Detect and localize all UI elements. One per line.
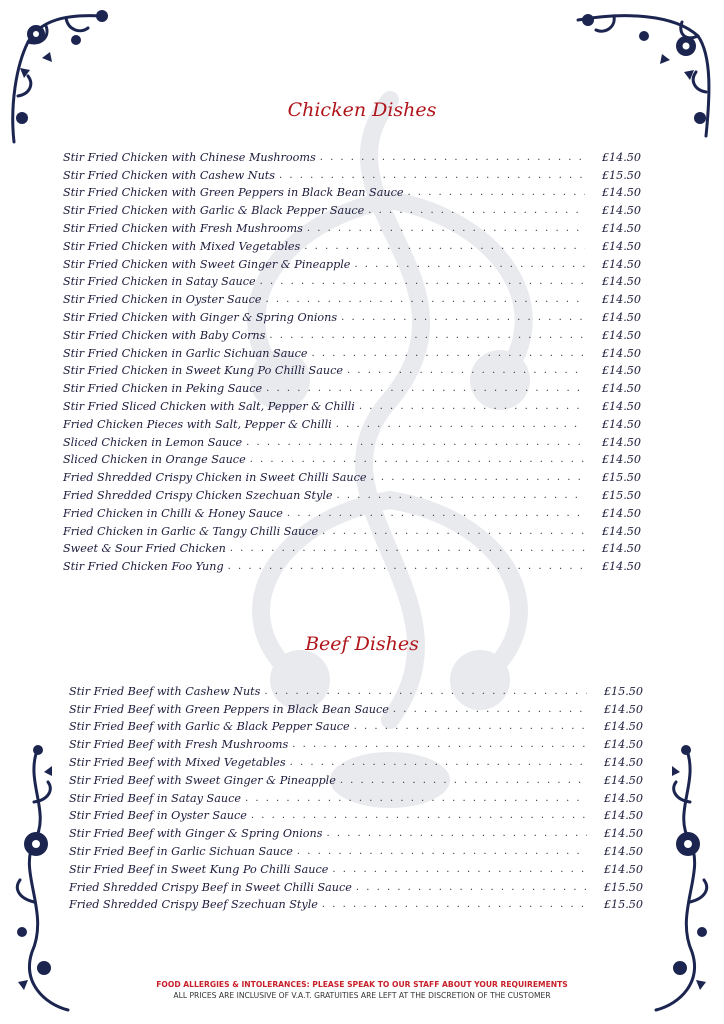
menu-item [63,431,641,449]
dot-leader [347,365,585,377]
menu-item [69,787,643,805]
menu-item-name: Stir Fried Chicken with Mixed Vegetables [63,239,301,253]
dot-leader [266,383,585,395]
menu-item-name: Fried Shredded Crispy Chicken in Sweet Chilli Sauce [63,471,367,485]
menu-item [69,822,643,840]
dot-leader [260,276,585,288]
dot-leader [297,846,587,858]
menu-item-name: Stir Fried Beef in Garlic Sichuan Sauce [69,844,293,858]
menu-item-price: £14.50 [601,435,641,449]
menu-item-name: Stir Fried Chicken with Ginger & Spring Onions [63,310,338,324]
menu-item-price: £14.50 [603,791,643,805]
dot-leader [287,508,585,520]
menu-item [63,271,641,289]
menu-item [69,805,643,823]
dot-leader [322,899,587,911]
dot-leader [354,259,585,271]
menu-item-name: Stir Fried Chicken with Sweet Ginger & Pineapple [63,257,351,271]
menu-item [63,484,641,502]
menu-item-name: Sliced Chicken in Lemon Sauce [63,435,243,449]
dot-leader [322,526,585,538]
menu-item-name: Stir Fried Beef with Garlic & Black Pepper Sauce [69,720,350,734]
dot-leader [250,454,585,466]
menu-item [63,520,641,538]
dot-leader [368,205,585,217]
menu-item-name: Stir Fried Chicken in Satay Sauce [63,275,256,289]
menu-item [69,894,643,912]
menu-item [63,324,641,342]
dot-leader [228,561,585,573]
menu-item-name: Stir Fried Beef in Sweet Kung Po Chilli Sauce [69,862,329,876]
menu-item [63,306,641,324]
menu-item-price: £14.50 [601,186,641,200]
price-notice: ALL PRICES ARE INCLUSIVE OF V.A.T. GRATUITIES ARE LEFT AT THE DISCRETION OF THE CUSTOMER [173,991,551,1000]
menu-item [63,449,641,467]
chicken-menu-list [63,146,641,573]
dot-leader [336,419,585,431]
menu-item-price: £14.50 [601,275,641,289]
menu-item-price: £14.50 [601,382,641,396]
menu-item-name: Stir Fried Chicken with Baby Corns [63,328,266,342]
menu-item [63,555,641,573]
dot-leader [265,294,585,306]
dot-leader [407,187,585,199]
menu-item-name: Stir Fried Chicken with Garlic & Black Pepper Sauce [63,204,365,218]
menu-item [63,377,641,395]
menu-item-price: £14.50 [601,310,641,324]
menu-item [69,876,643,894]
menu-item-price: £14.50 [601,542,641,556]
menu-item-price: £14.50 [603,844,643,858]
menu-item [69,769,643,787]
menu-item-name: Stir Fried Chicken with Chinese Mushrooms [63,150,316,164]
dot-leader [279,170,585,182]
dot-leader [356,882,587,894]
dot-leader [292,739,587,751]
menu-item-name: Sliced Chicken in Orange Sauce [63,453,246,467]
menu-item-name: Fried Shredded Crispy Beef in Sweet Chilli Sauce [69,880,352,894]
menu-item-price: £14.50 [603,755,643,769]
menu-item-name: Stir Fried Chicken in Oyster Sauce [63,293,262,307]
menu-item [63,538,641,556]
menu-item-name: Stir Fried Chicken in Garlic Sichuan Sauce [63,346,308,360]
dot-leader [245,793,587,805]
menu-item-price: £14.50 [601,257,641,271]
menu-item-name: Stir Fried Beef with Ginger & Spring Onions [69,827,323,841]
menu-item-price: £14.50 [601,328,641,342]
beef-section-title: Beef Dishes [305,633,419,655]
menu-item-price: £15.50 [603,684,643,698]
menu-item [69,858,643,876]
menu-item-price: £14.50 [603,773,643,787]
menu-item-price: £14.50 [601,150,641,164]
menu-item [63,217,641,235]
menu-item [63,466,641,484]
menu-item [63,502,641,520]
menu-item [69,680,643,698]
menu-item-name: Stir Fried Beef with Fresh Mushrooms [69,738,289,752]
dot-leader [341,312,585,324]
dot-leader [264,686,587,698]
dot-leader [304,241,585,253]
menu-item-name: Fried Chicken in Chilli & Honey Sauce [63,506,283,520]
menu-item-name: Stir Fried Chicken with Cashew Nuts [63,168,276,182]
menu-item [63,395,641,413]
menu-item [63,164,641,182]
menu-item [63,146,641,164]
menu-item-price: £15.50 [601,488,641,502]
menu-item [69,716,643,734]
menu-item [63,288,641,306]
menu-item [69,733,643,751]
menu-item-price: £14.50 [601,560,641,574]
menu-item-price: £15.50 [601,168,641,182]
menu-item-name: Stir Fried Beef with Cashew Nuts [69,684,261,698]
menu-item-name: Stir Fried Beef with Mixed Vegetables [69,755,286,769]
dot-leader [332,864,587,876]
menu-item-price: £14.50 [603,827,643,841]
menu-item-name: Fried Chicken in Garlic & Tangy Chilli Sauce [63,524,319,538]
menu-item-name: Stir Fried Beef with Sweet Ginger & Pineapple [69,773,336,787]
dot-leader [269,330,585,342]
menu-item-price: £14.50 [601,453,641,467]
dot-leader [371,472,586,484]
bottom-left-floral-ornament [4,742,74,1014]
menu-item-price: £14.50 [601,364,641,378]
menu-item [63,182,641,200]
menu-item [63,342,641,360]
menu-item-name: Stir Fried Chicken with Green Peppers in Black Bean Sauce [63,186,404,200]
menu-item-name: Stir Fried Chicken in Sweet Kung Po Chilli Sauce [63,364,343,378]
menu-item-price: £14.50 [601,204,641,218]
dot-leader [312,348,586,360]
menu-item-name: Stir Fried Sliced Chicken with Salt, Pepper & Chilli [63,399,355,413]
menu-item-price: £14.50 [603,738,643,752]
menu-item-name: Stir Fried Chicken in Peking Sauce [63,382,263,396]
top-left-floral-ornament [6,6,118,144]
menu-item [63,413,641,431]
menu-item [63,360,641,378]
dot-leader [320,152,585,164]
dot-leader [290,757,587,769]
menu-item-name: Fried Chicken Pieces with Salt, Pepper & Chilli [63,417,332,431]
dot-leader [340,775,587,787]
menu-item [69,840,643,858]
menu-item-name: Stir Fried Chicken with Fresh Mushrooms [63,221,303,235]
menu-item [69,698,643,716]
menu-item-name: Sweet & Sour Fried Chicken [63,542,226,556]
dot-leader [337,490,585,502]
menu-item-name: Stir Fried Beef in Satay Sauce [69,791,241,805]
menu-item-price: £14.50 [601,506,641,520]
menu-item-price: £14.50 [601,524,641,538]
menu-item-price: £14.50 [601,221,641,235]
menu-item [63,235,641,253]
dot-leader [354,721,587,733]
dot-leader [359,401,585,413]
menu-item [63,199,641,217]
dot-leader [393,704,587,716]
menu-item-name: Fried Shredded Crispy Chicken Szechuan Style [63,488,333,502]
menu-item-price: £15.50 [603,880,643,894]
dot-leader [251,810,587,822]
menu-item-price: £15.50 [603,898,643,912]
menu-item-price: £14.50 [601,293,641,307]
menu-item-price: £14.50 [603,720,643,734]
menu-item-price: £14.50 [603,862,643,876]
menu-item-price: £14.50 [601,346,641,360]
menu-item-name: Fried Shredded Crispy Beef Szechuan Style [69,898,318,912]
chicken-section-title: Chicken Dishes [287,99,437,121]
menu-item-price: £14.50 [603,702,643,716]
menu-item-price: £14.50 [603,809,643,823]
menu-item [69,751,643,769]
menu-item-price: £14.50 [601,417,641,431]
menu-item-price: £14.50 [601,399,641,413]
bottom-right-floral-ornament [650,742,720,1014]
menu-item-name: Stir Fried Beef with Green Peppers in Black Bean Sauce [69,702,389,716]
dot-leader [246,437,585,449]
dot-leader [307,223,585,235]
menu-item-name: Stir Fried Chicken Foo Yung [63,560,224,574]
beef-menu-list [69,680,643,911]
menu-item-price: £15.50 [601,471,641,485]
menu-item-name: Stir Fried Beef in Oyster Sauce [69,809,247,823]
dot-leader [326,828,587,840]
menu-item [63,253,641,271]
allergy-notice: FOOD ALLERGIES & INTOLERANCES: PLEASE SPEAK TO OUR STAFF ABOUT YOUR REQUIREMENTS [156,980,568,989]
dot-leader [230,543,585,555]
menu-item-price: £14.50 [601,239,641,253]
